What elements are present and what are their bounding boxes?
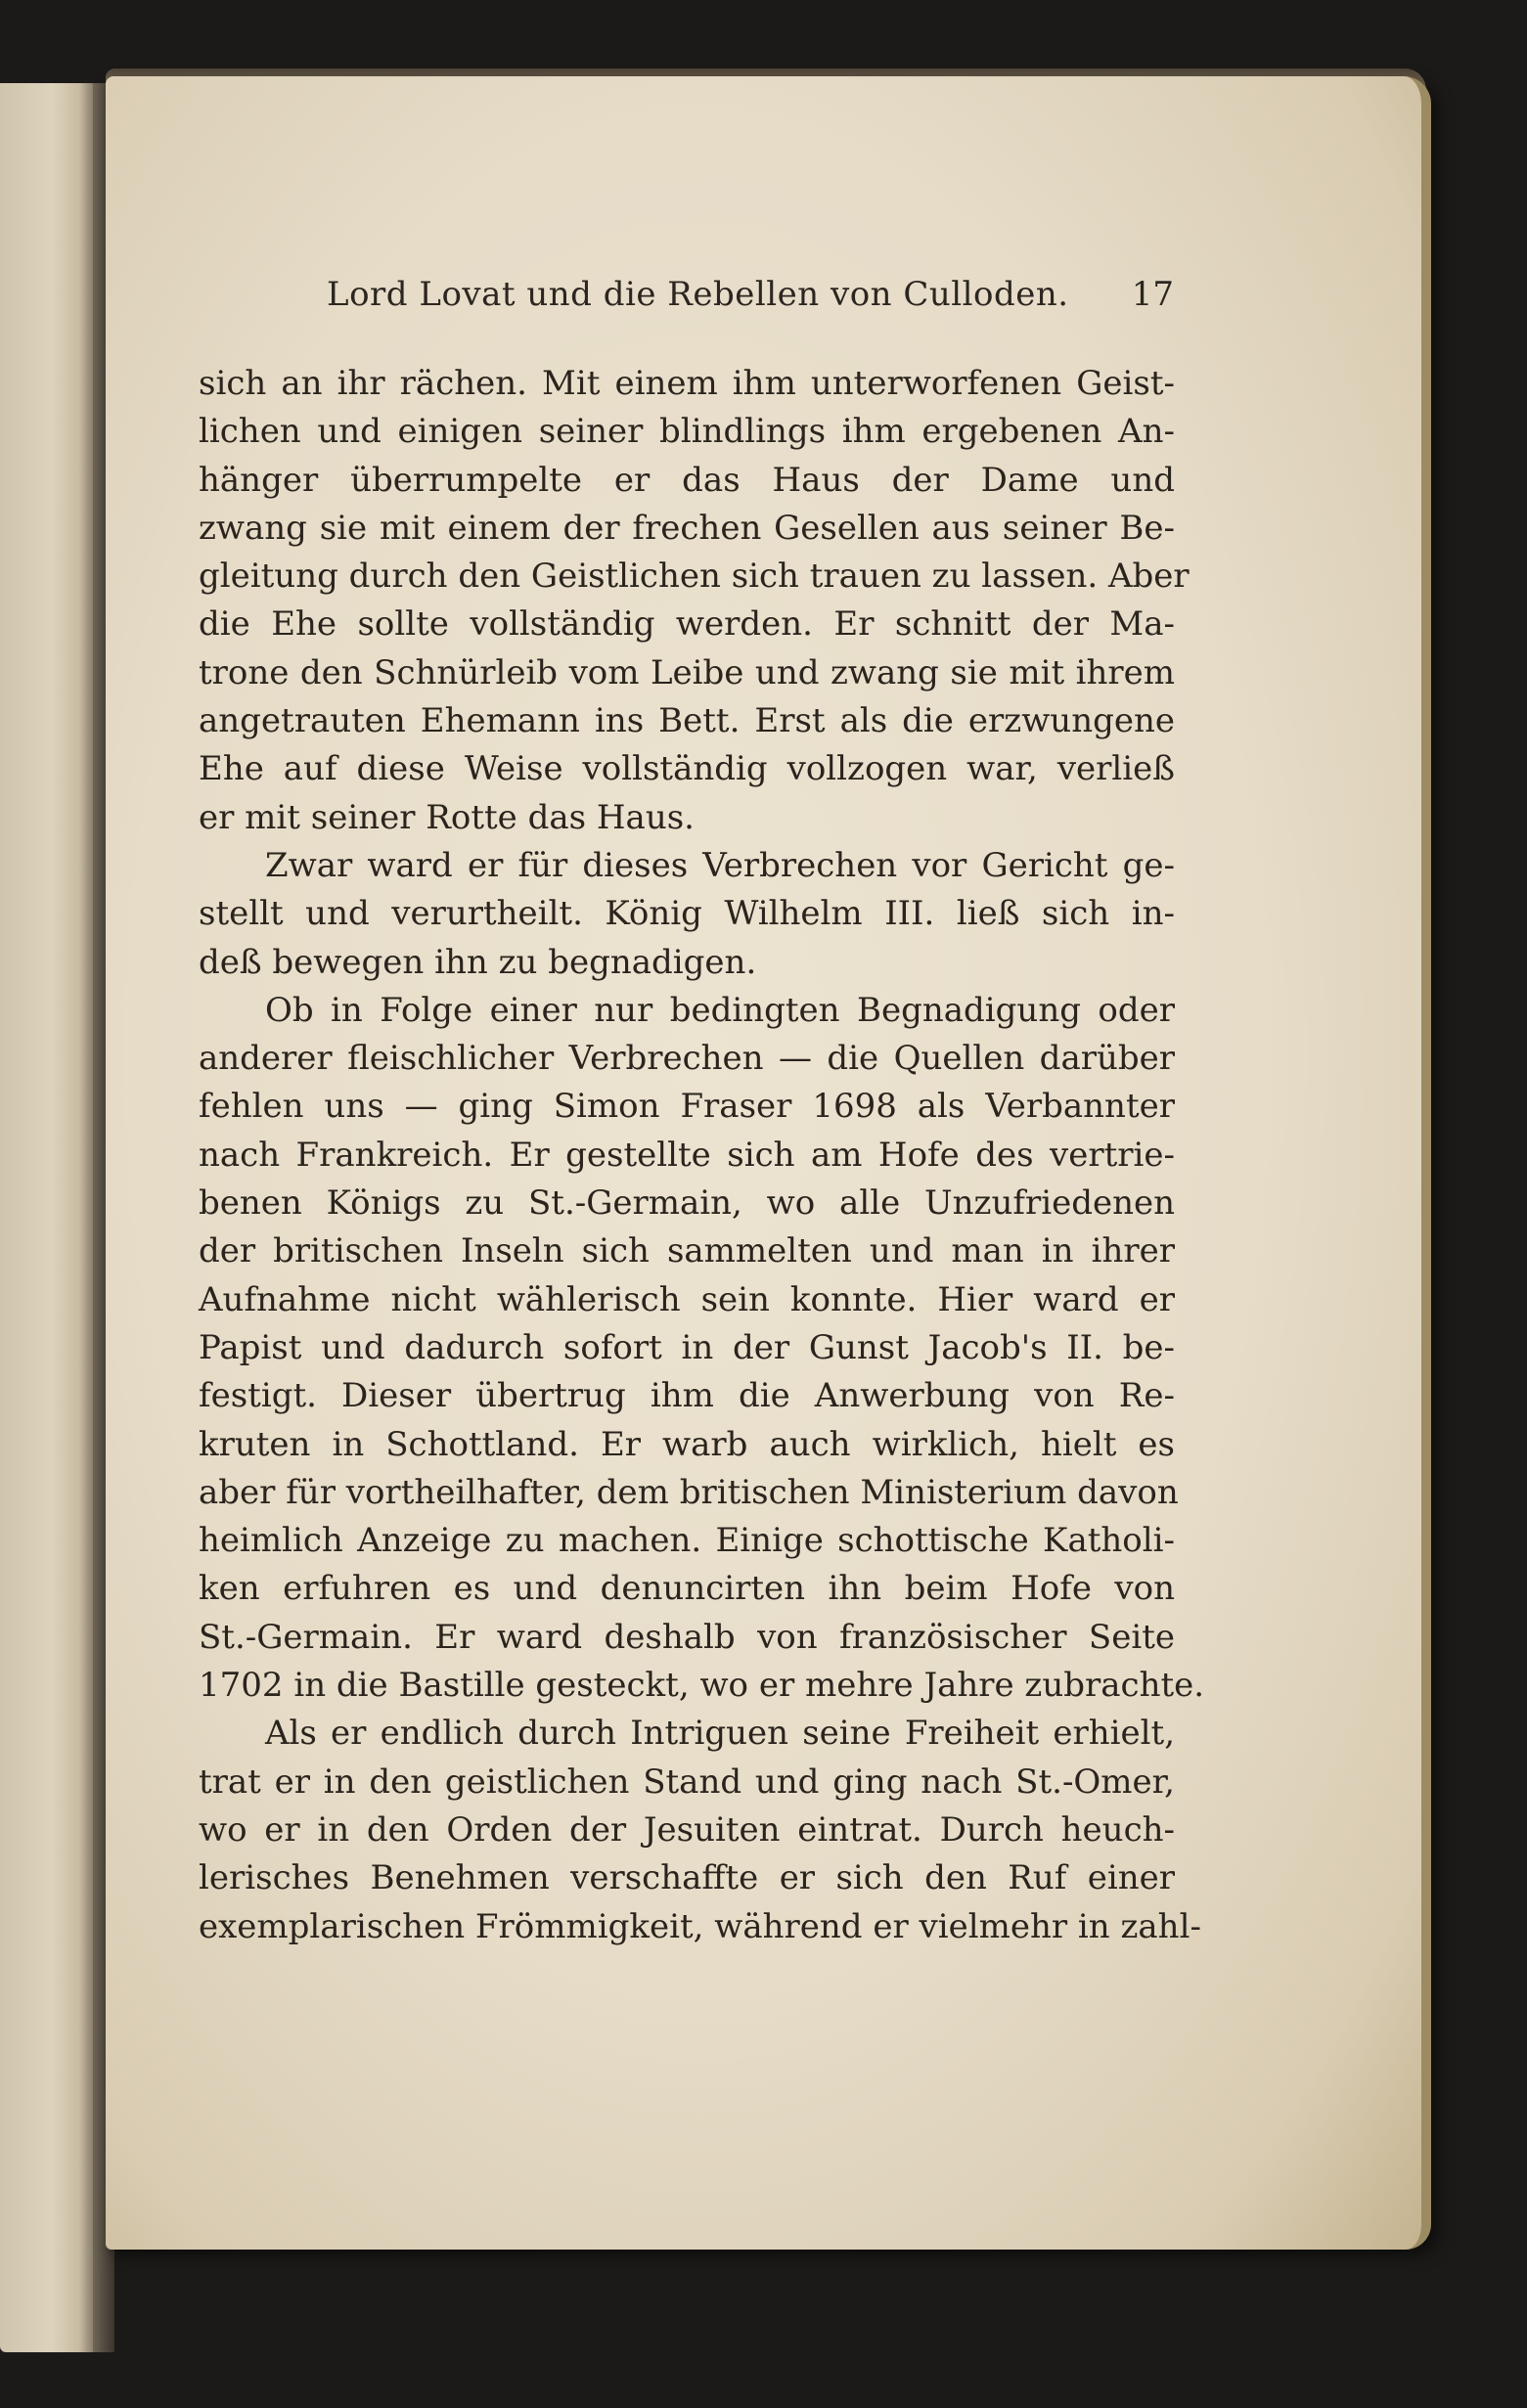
text-line: angetrauten Ehemann ins Bett. Erst als die erzwungene — [199, 701, 1175, 741]
text-line: deß bewegen ihn zu begnadigen. — [199, 942, 757, 982]
text-line: Aufnahme nicht wählerisch sein konnte. Hier ward er — [199, 1279, 1175, 1319]
text-line: Ob in Folge einer nur bedingten Begnadigung oder — [265, 990, 1175, 1030]
text-line: trat er in den geistlichen Stand und ging nach St.-Omer, — [199, 1761, 1175, 1802]
page-header — [327, 275, 1174, 324]
text-line: trone den Schnürleib vom Leibe und zwang sie mit ihrem — [199, 652, 1175, 692]
text-line: Ehe auf diese Weise vollständig vollzogen war, verließ — [199, 749, 1175, 789]
text-line: lichen und einigen seiner blindlings ihm ergebenen An- — [199, 412, 1175, 452]
text-line: er mit seiner Rotte das Haus. — [199, 797, 695, 837]
body-text — [199, 360, 1205, 1951]
text-line: gleitung durch den Geistlichen sich trauen zu lassen. Aber — [199, 557, 1190, 597]
text-line: ken erfuhren es und denuncirten ihn beim Hofe von — [199, 1569, 1175, 1609]
text-line: festigt. Dieser übertrug ihm die Anwerbung von Re- — [199, 1376, 1175, 1416]
text-line: kruten in Schottland. Er warb auch wirklich, hielt es — [199, 1424, 1175, 1464]
text-line: anderer fleischlicher Verbrechen — die Quellen darüber — [199, 1039, 1175, 1079]
text-line: nach Frankreich. Er gestellte sich am Hofe des vertrie- — [199, 1135, 1175, 1175]
text-line: St.-Germain. Er ward deshalb von französischer Seite — [199, 1617, 1175, 1657]
text-line: Zwar ward er für dieses Verbrechen vor Gericht ge- — [265, 845, 1175, 885]
text-line: wo er in den Orden der Jesuiten eintrat. Durch heuch- — [199, 1809, 1175, 1850]
text-line: benen Königs zu St.-Germain, wo alle Unzufriedenen — [199, 1183, 1175, 1224]
text-line: die Ehe sollte vollständig werden. Er schnitt der Ma- — [199, 604, 1175, 645]
text-line: lerisches Benehmen verschaffte er sich den Ruf einer — [199, 1858, 1175, 1898]
text-line: der britischen Inseln sich sammelten und man in ihrer — [199, 1231, 1175, 1271]
text-line: Als er endlich durch Intriguen seine Freiheit erhielt, — [265, 1714, 1175, 1754]
text-line: fehlen uns — ging Simon Fraser 1698 als Verbannter — [199, 1087, 1175, 1127]
text-line: stellt und verurtheilt. König Wilhelm III. ließ sich in- — [199, 894, 1175, 934]
text-line: 1702 in die Bastille gesteckt, wo er mehre Jahre zubrachte. — [199, 1666, 1205, 1706]
text-line: Papist und dadurch sofort in der Gunst Jacob's II. be- — [199, 1327, 1175, 1367]
page-number: 17 — [1131, 275, 1174, 314]
text-line: aber für vortheilhafter, dem britischen Ministerium davon — [199, 1472, 1179, 1512]
text-line: exemplarischen Frömmigkeit, während er vielmehr in zahl- — [199, 1906, 1201, 1946]
text-line: heimlich Anzeige zu machen. Einige schottische Katholi- — [199, 1521, 1175, 1561]
running-title: Lord Lovat und die Rebellen von Culloden. — [327, 275, 1069, 314]
previous-page-edge — [0, 83, 93, 2352]
text-line: zwang sie mit einem der frechen Gesellen aus seiner Be- — [199, 508, 1175, 548]
text-line: sich an ihr rächen. Mit einem ihm unterworfenen Geist- — [199, 364, 1175, 403]
text-line: hänger überrumpelte er das Haus der Dame und — [199, 460, 1175, 500]
